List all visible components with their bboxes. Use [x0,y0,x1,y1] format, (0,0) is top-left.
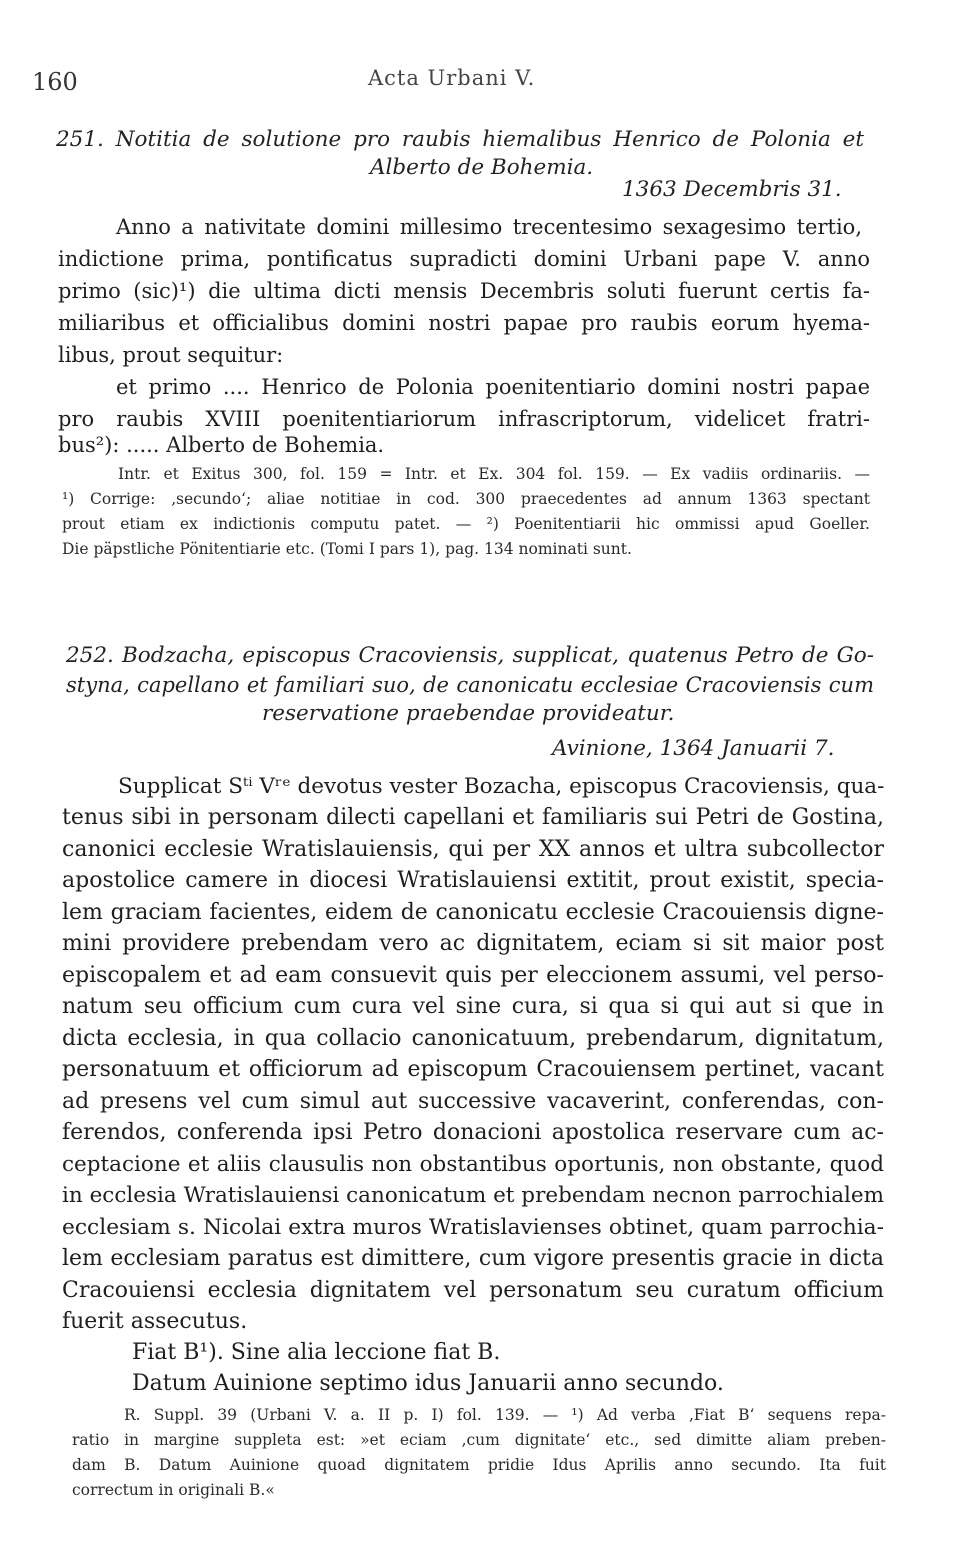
entry-251-body-line-5: libus, prout sequitur: [58,343,284,367]
entry-252-body-line-7: episcopalem et ad eam consuevit quis per eleccionem assumi, vel perso- [62,963,884,988]
entry-252-note-line-1: R. Suppl. 39 (Urbani V. a. II p. I) fol. 139. — ¹) Ad verba ‚Fiat B‘ sequens repa- [124,1406,886,1424]
entry-251-body-line-2: indictione prima, pontificatus supradicti domini Urbani pape V. anno [58,247,870,271]
entry-252-body-line-11: ad presens vel cum simul aut successive vacaverint, conferendas, con- [62,1089,884,1114]
entry-252-fiat: Fiat B¹). Sine alia leccione fiat B. [132,1340,501,1365]
entry-252-body-line-15: ecclesiam s. Nicolai extra muros Wratislavienses obtinet, quam parrochia- [62,1215,884,1240]
entry-252-body-line-16: lem ecclesiam paratus est dimittere, cum vigore presentis gracie in dicta [62,1246,884,1271]
entry-251-date: 1363 Decembris 31. [622,177,842,202]
entry-252-body-line-5: lem graciam facientes, eidem de canonicatu ecclesie Cracouiensis digne- [62,900,884,925]
entry-252-body-line-9: dicta ecclesia, in qua collacio canonicatuum, prebendarum, dignitatum, [62,1026,884,1051]
entry-252-body-line-6: mini providere prebendam vero ac dignitatem, eciam si sit maior post [62,931,884,956]
entry-252-body-line-17: Cracouiensi ecclesia dignitatem vel personatum seu curatum officium [62,1278,884,1303]
entry-251-note-line-4: Die päpstliche Pönitentiarie etc. (Tomi I pars 1), pag. 134 nominati sunt. [62,540,632,558]
entry-252-datum: Datum Auinione septimo idus Januarii anno secundo. [132,1371,724,1396]
entry-252-title-line-1: 252. Bodzacha, episcopus Cracoviensis, supplicat, quatenus Petro de Go- [66,643,874,668]
entry-251-note-line-1: Intr. et Exitus 300, fol. 159 = Intr. et Ex. 304 fol. 159. — Ex vadiis ordinariis. — [118,465,870,483]
entry-252-body-line-12: ferendos, conferenda ipsi Petro donacioni apostolica reservare cum ac- [62,1120,884,1145]
entry-252-title-line-2: styna, capellano et familiari suo, de canonicatu ecclesiae Cracoviensis cum [66,673,874,697]
entry-251-title-line-1: 251. Notitia de solutione pro raubis hiemalibus Henrico de Polonia et [56,127,864,152]
entry-252-body-line-1: Supplicat Sᵗⁱ Vʳᵉ devotus vester Bozacha, episcopus Cracoviensis, qua- [118,774,885,799]
entry-252-body-line-4: apostolice camere in diocesi Wratislauiensi extitit, prout existit, specia- [62,868,884,893]
running-title: Acta Urbani V. [368,66,536,90]
entry-252-body-line-8: natum seu officium cum cura vel sine cura, si qua si qui aut si que in [62,994,884,1019]
entry-252-body-line-3: canonici ecclesie Wratislauiensis, qui per XX annos et ultra subcollector [62,837,884,862]
entry-252-note-line-3: dam B. Datum Auinione quoad dignitatem pridie Idus Aprilis anno secundo. Ita fuit [72,1456,886,1474]
entry-251-body-line-4: miliaribus et officialibus domini nostri papae pro raubis eorum hyema- [58,311,870,335]
entry-251-note-line-2: ¹) Corrige: ‚secundo‘; aliae notitiae in cod. 300 praecedentes ad annum 1363 spectant [62,490,870,508]
entry-251-note-line-3: prout etiam ex indictionis computu patet. — ²) Poenitentiarii hic ommissi apud Goeller. [62,515,870,533]
entry-251-body-line-1: Anno a nativitate domini millesimo trecentesimo sexagesimo tertio, [116,215,862,239]
entry-252-body-line-14: in ecclesia Wratislauiensi canonicatum et prebendam necnon parrochialem [62,1183,884,1208]
entry-252-note-line-2: ratio in margine suppleta est: »et eciam ‚cum dignitate‘ etc., sed dimitte aliam preben- [72,1431,886,1449]
entry-252-note-line-4: correctum in originali B.« [72,1481,275,1499]
page-number: 160 [32,68,78,96]
entry-252-body-line-10: personatuum et officiorum ad episcopum Cracouiensem pertinet, vacant [62,1057,884,1082]
entry-252-title-line-3: reservatione praebendae provideatur. [262,701,675,726]
entry-251-body-line-7: pro raubis XVIII poenitentiariorum infrascriptorum, videlicet fratri- [58,407,870,431]
entry-251-body-line-8: bus²): ..... Alberto de Bohemia. [58,433,385,457]
entry-251-title-line-2: Alberto de Bohemia. [370,155,594,180]
entry-252-body-line-18: fuerit assecutus. [62,1309,248,1334]
entry-251-body-line-6: et primo .... Henrico de Polonia poenitentiario domini nostri papae [116,375,870,399]
entry-251-body-line-3: primo (sic)¹) die ultima dicti mensis Decembris soluti fuerunt certis fa- [58,279,870,303]
entry-252-date: Avinione, 1364 Januarii 7. [552,736,835,761]
entry-252-body-line-13: ceptacione et aliis clausulis non obstantibus oportunis, non obstante, quod [62,1152,884,1177]
entry-252-body-line-2: tenus sibi in personam dilecti capellani et familiaris sui Petri de Gostina, [62,805,884,830]
